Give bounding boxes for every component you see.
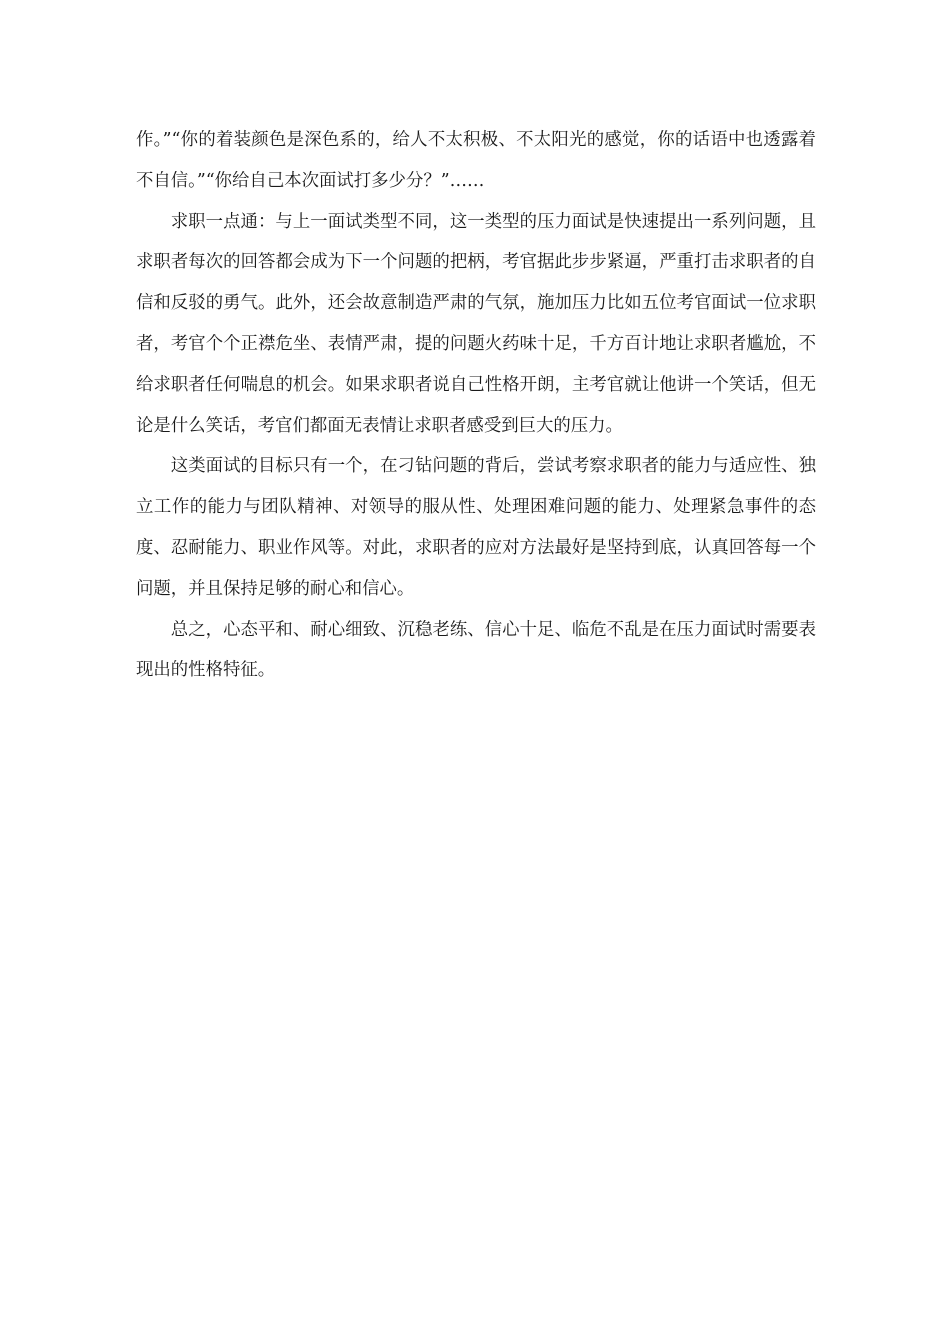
- paragraph-goal: 这类面试的目标只有一个，在刁钻问题的背后，尝试考察求职者的能力与适应性、独立工作的能力与团队精神、对领导的服从性、处理困难问题的能力、处理紧急事件的态度、忍耐能力、职业作风等。对此，求职者的应对方法最好是坚持到底，认真回答每一个问题，并且保持足够的耐心和信心。: [136, 456, 816, 599]
- paragraph-summary: 总之，心态平和、耐心细致、沉稳老练、信心十足、临危不乱是在压力面试时需要表现出的性格特征。: [136, 619, 816, 681]
- paragraph-tip: 求职一点通：与上一面试类型不同，这一类型的压力面试是快速提出一系列问题，且求职者每次的回答都会成为下一个问题的把柄，考官据此步步紧逼，严重打击求职者的自信和反驳的勇气。此外，还会故意制造严肃的气氛，施加压力比如五位考官面试一位求职者，考官个个正襟危坐、表情严肃，提的问题火药味十足，千方百计地让求职者尴尬，不给求职者任何喘息的机会。如果求职者说自己性格开朗，主考官就让他讲一个笑话，但无论是什么笑话，考官们都面无表情让求职者感受到巨大的压力。: [136, 211, 816, 436]
- paragraph-continuation: 作。”“你的着装颜色是深色系的，给人不太积极、不太阳光的感觉，你的话语中也透露着不自信。”“你给自己本次面试打多少分？”……: [136, 130, 816, 191]
- document-body: [136, 120, 816, 691]
